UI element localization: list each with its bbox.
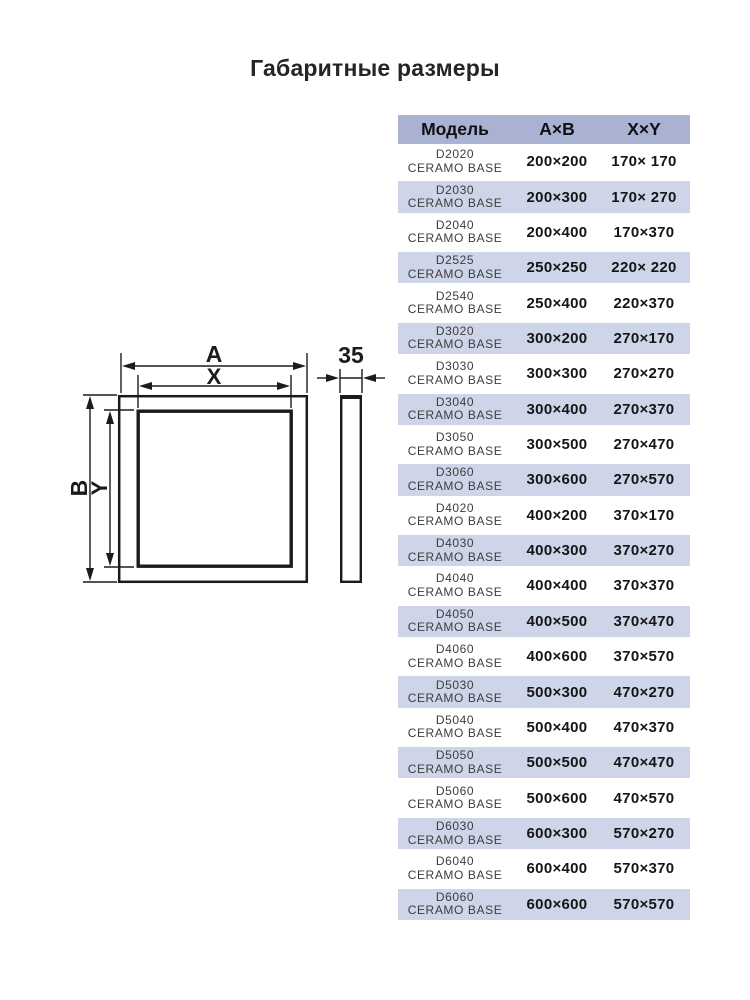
model-series: CERAMO BASE (407, 797, 503, 812)
model-cell (398, 749, 512, 776)
model-cell (398, 502, 512, 529)
model-code: D3030 (435, 359, 475, 374)
table-row (398, 887, 690, 922)
axb-value: 200×400 (526, 223, 588, 241)
panel-side-view (341, 396, 361, 582)
model-code: D3050 (435, 430, 475, 445)
model-series: CERAMO BASE (407, 160, 503, 175)
xxy-value: 370×270 (613, 542, 675, 560)
xxy-value: 570×370 (613, 860, 675, 878)
arrowhead-y-top (106, 411, 114, 424)
table-row (398, 498, 690, 533)
table-row (398, 392, 690, 427)
xxy-value: 370×170 (613, 506, 675, 524)
table-row (398, 533, 690, 568)
model-code: D4030 (435, 536, 475, 551)
model-series: CERAMO BASE (407, 337, 503, 352)
model-cell (398, 679, 512, 706)
model-cell (398, 608, 512, 635)
model-cell (398, 325, 512, 352)
dim-label-depth: 35 (338, 342, 364, 368)
dim-label-a: A (205, 341, 223, 367)
table-row (398, 321, 690, 356)
xxy-value: 570×570 (613, 895, 675, 913)
xxy-value: 470×470 (613, 754, 675, 772)
panel-outer-frame (119, 396, 307, 582)
model-code: D6060 (435, 889, 475, 904)
table-row (398, 639, 690, 674)
xxy-value: 470×370 (613, 718, 675, 736)
xxy-value: 470×270 (613, 683, 675, 701)
arrowhead-a-right (293, 362, 306, 370)
axb-value: 300×600 (526, 471, 588, 489)
dim-label-y: Y (87, 480, 112, 496)
table-row (398, 356, 690, 391)
axb-value: 300×400 (526, 400, 588, 418)
table-row (398, 568, 690, 603)
arrowhead-y-bottom (106, 553, 114, 566)
model-cell (398, 184, 512, 211)
model-cell (398, 855, 512, 882)
model-cell (398, 466, 512, 493)
xxy-value: 370×470 (613, 612, 675, 630)
size-table-header (398, 115, 690, 144)
arrowhead-b-bottom (86, 568, 94, 581)
model-code: D2540 (435, 288, 475, 303)
axb-value: 500×400 (526, 718, 588, 736)
table-row (398, 179, 690, 214)
model-cell (398, 219, 512, 246)
arrowhead-a-left (122, 362, 135, 370)
model-series: CERAMO BASE (407, 584, 503, 599)
model-code: D2030 (435, 182, 475, 197)
axb-value: 250×400 (526, 294, 588, 312)
axb-value: 600×600 (526, 895, 588, 913)
axb-value: 300×500 (526, 436, 588, 454)
model-cell (398, 360, 512, 387)
model-cell (398, 431, 512, 458)
model-code: D2020 (435, 147, 475, 162)
model-series: CERAMO BASE (407, 549, 503, 564)
axb-value: 500×600 (526, 789, 588, 807)
arrowhead-depth-left (326, 374, 339, 382)
model-code: D2525 (435, 253, 475, 268)
axb-value: 300×200 (526, 329, 588, 347)
table-row (398, 144, 690, 179)
model-code: D5030 (435, 677, 475, 692)
axb-value: 400×300 (526, 542, 588, 560)
model-series: CERAMO BASE (407, 726, 503, 741)
table-row (398, 745, 690, 780)
xxy-value: 570×270 (613, 825, 675, 842)
table-row (398, 462, 690, 497)
model-series: CERAMO BASE (407, 761, 503, 776)
dim-label-x: X (206, 364, 222, 389)
model-code: D4040 (435, 571, 475, 586)
axb-value: 200×200 (526, 153, 588, 171)
model-series: CERAMO BASE (407, 231, 503, 246)
model-series: CERAMO BASE (407, 691, 503, 706)
axb-value: 600×400 (526, 860, 588, 878)
arrowhead-x-left (139, 382, 152, 390)
table-row (398, 285, 690, 320)
model-code: D5050 (435, 748, 475, 763)
table-row (398, 427, 690, 462)
xxy-value: 270×170 (613, 329, 675, 347)
model-series: CERAMO BASE (407, 903, 503, 918)
model-series: CERAMO BASE (407, 620, 503, 635)
xxy-value: 470×570 (613, 789, 675, 807)
model-code: D6040 (435, 854, 475, 869)
axb-value: 500×500 (526, 754, 588, 772)
table-row (398, 674, 690, 709)
model-code: D6030 (435, 819, 475, 833)
xxy-value: 170× 270 (611, 188, 677, 206)
model-code: D4060 (435, 642, 475, 657)
model-cell (398, 254, 512, 281)
xxy-value: 170×370 (613, 223, 675, 241)
model-series: CERAMO BASE (407, 443, 503, 458)
axb-value: 500×300 (526, 683, 588, 701)
axb-value: 200×300 (526, 188, 588, 206)
xxy-value: 220×370 (613, 294, 675, 312)
model-cell (398, 290, 512, 317)
xxy-value: 270×470 (613, 436, 675, 454)
model-series: CERAMO BASE (407, 408, 503, 423)
model-series: CERAMO BASE (407, 655, 503, 670)
xxy-value: 370×570 (613, 648, 675, 666)
table-row (398, 816, 690, 851)
panel-inner-frame (138, 411, 291, 566)
model-code: D4050 (435, 606, 475, 621)
model-series: CERAMO BASE (407, 832, 503, 847)
model-cell (398, 820, 512, 847)
page-title: Габаритные размеры (250, 55, 500, 81)
model-series: CERAMO BASE (407, 514, 503, 529)
model-series: CERAMO BASE (407, 372, 503, 387)
header-xxy: Х×Y (627, 119, 661, 139)
axb-value: 600×300 (526, 825, 588, 842)
dim-label-b: B (66, 479, 92, 497)
model-cell (398, 148, 512, 175)
xxy-value: 220× 220 (611, 259, 677, 277)
model-code: D3040 (435, 394, 475, 409)
model-code: D5060 (435, 783, 475, 798)
xxy-value: 370×370 (613, 577, 675, 595)
model-code: D3020 (435, 323, 475, 338)
model-code: D3060 (435, 465, 475, 480)
model-series: CERAMO BASE (407, 867, 503, 882)
arrowhead-b-top (86, 396, 94, 409)
header-axb: А×В (539, 119, 575, 139)
xxy-value: 270×370 (613, 400, 675, 418)
model-cell (398, 891, 512, 918)
model-code: D5040 (435, 712, 475, 727)
model-cell (398, 785, 512, 812)
model-series: CERAMO BASE (407, 266, 503, 281)
size-table (398, 115, 690, 922)
model-series: CERAMO BASE (407, 302, 503, 317)
table-row (398, 604, 690, 639)
model-series: CERAMO BASE (407, 478, 503, 493)
model-cell (398, 537, 512, 564)
table-row (398, 250, 690, 285)
header-model: Модель (421, 119, 489, 139)
axb-value: 400×600 (526, 648, 588, 666)
arrowhead-x-right (277, 382, 290, 390)
axb-value: 400×500 (526, 612, 588, 630)
table-row (398, 215, 690, 250)
model-cell (398, 572, 512, 599)
model-cell (398, 714, 512, 741)
model-cell (398, 643, 512, 670)
axb-value: 250×250 (526, 259, 588, 277)
arrowhead-depth-right (363, 374, 376, 382)
model-series: CERAMO BASE (407, 196, 503, 211)
xxy-value: 270×270 (613, 365, 675, 383)
model-code: D4020 (435, 500, 475, 515)
axb-value: 400×400 (526, 577, 588, 595)
model-cell (398, 396, 512, 423)
model-code: D2040 (435, 217, 475, 232)
table-row (398, 710, 690, 745)
axb-value: 300×300 (526, 365, 588, 383)
axb-value: 400×200 (526, 506, 588, 524)
xxy-value: 270×570 (613, 471, 675, 489)
table-row (398, 780, 690, 815)
xxy-value: 170× 170 (611, 153, 677, 171)
table-row (398, 851, 690, 886)
size-table-body (398, 144, 690, 922)
